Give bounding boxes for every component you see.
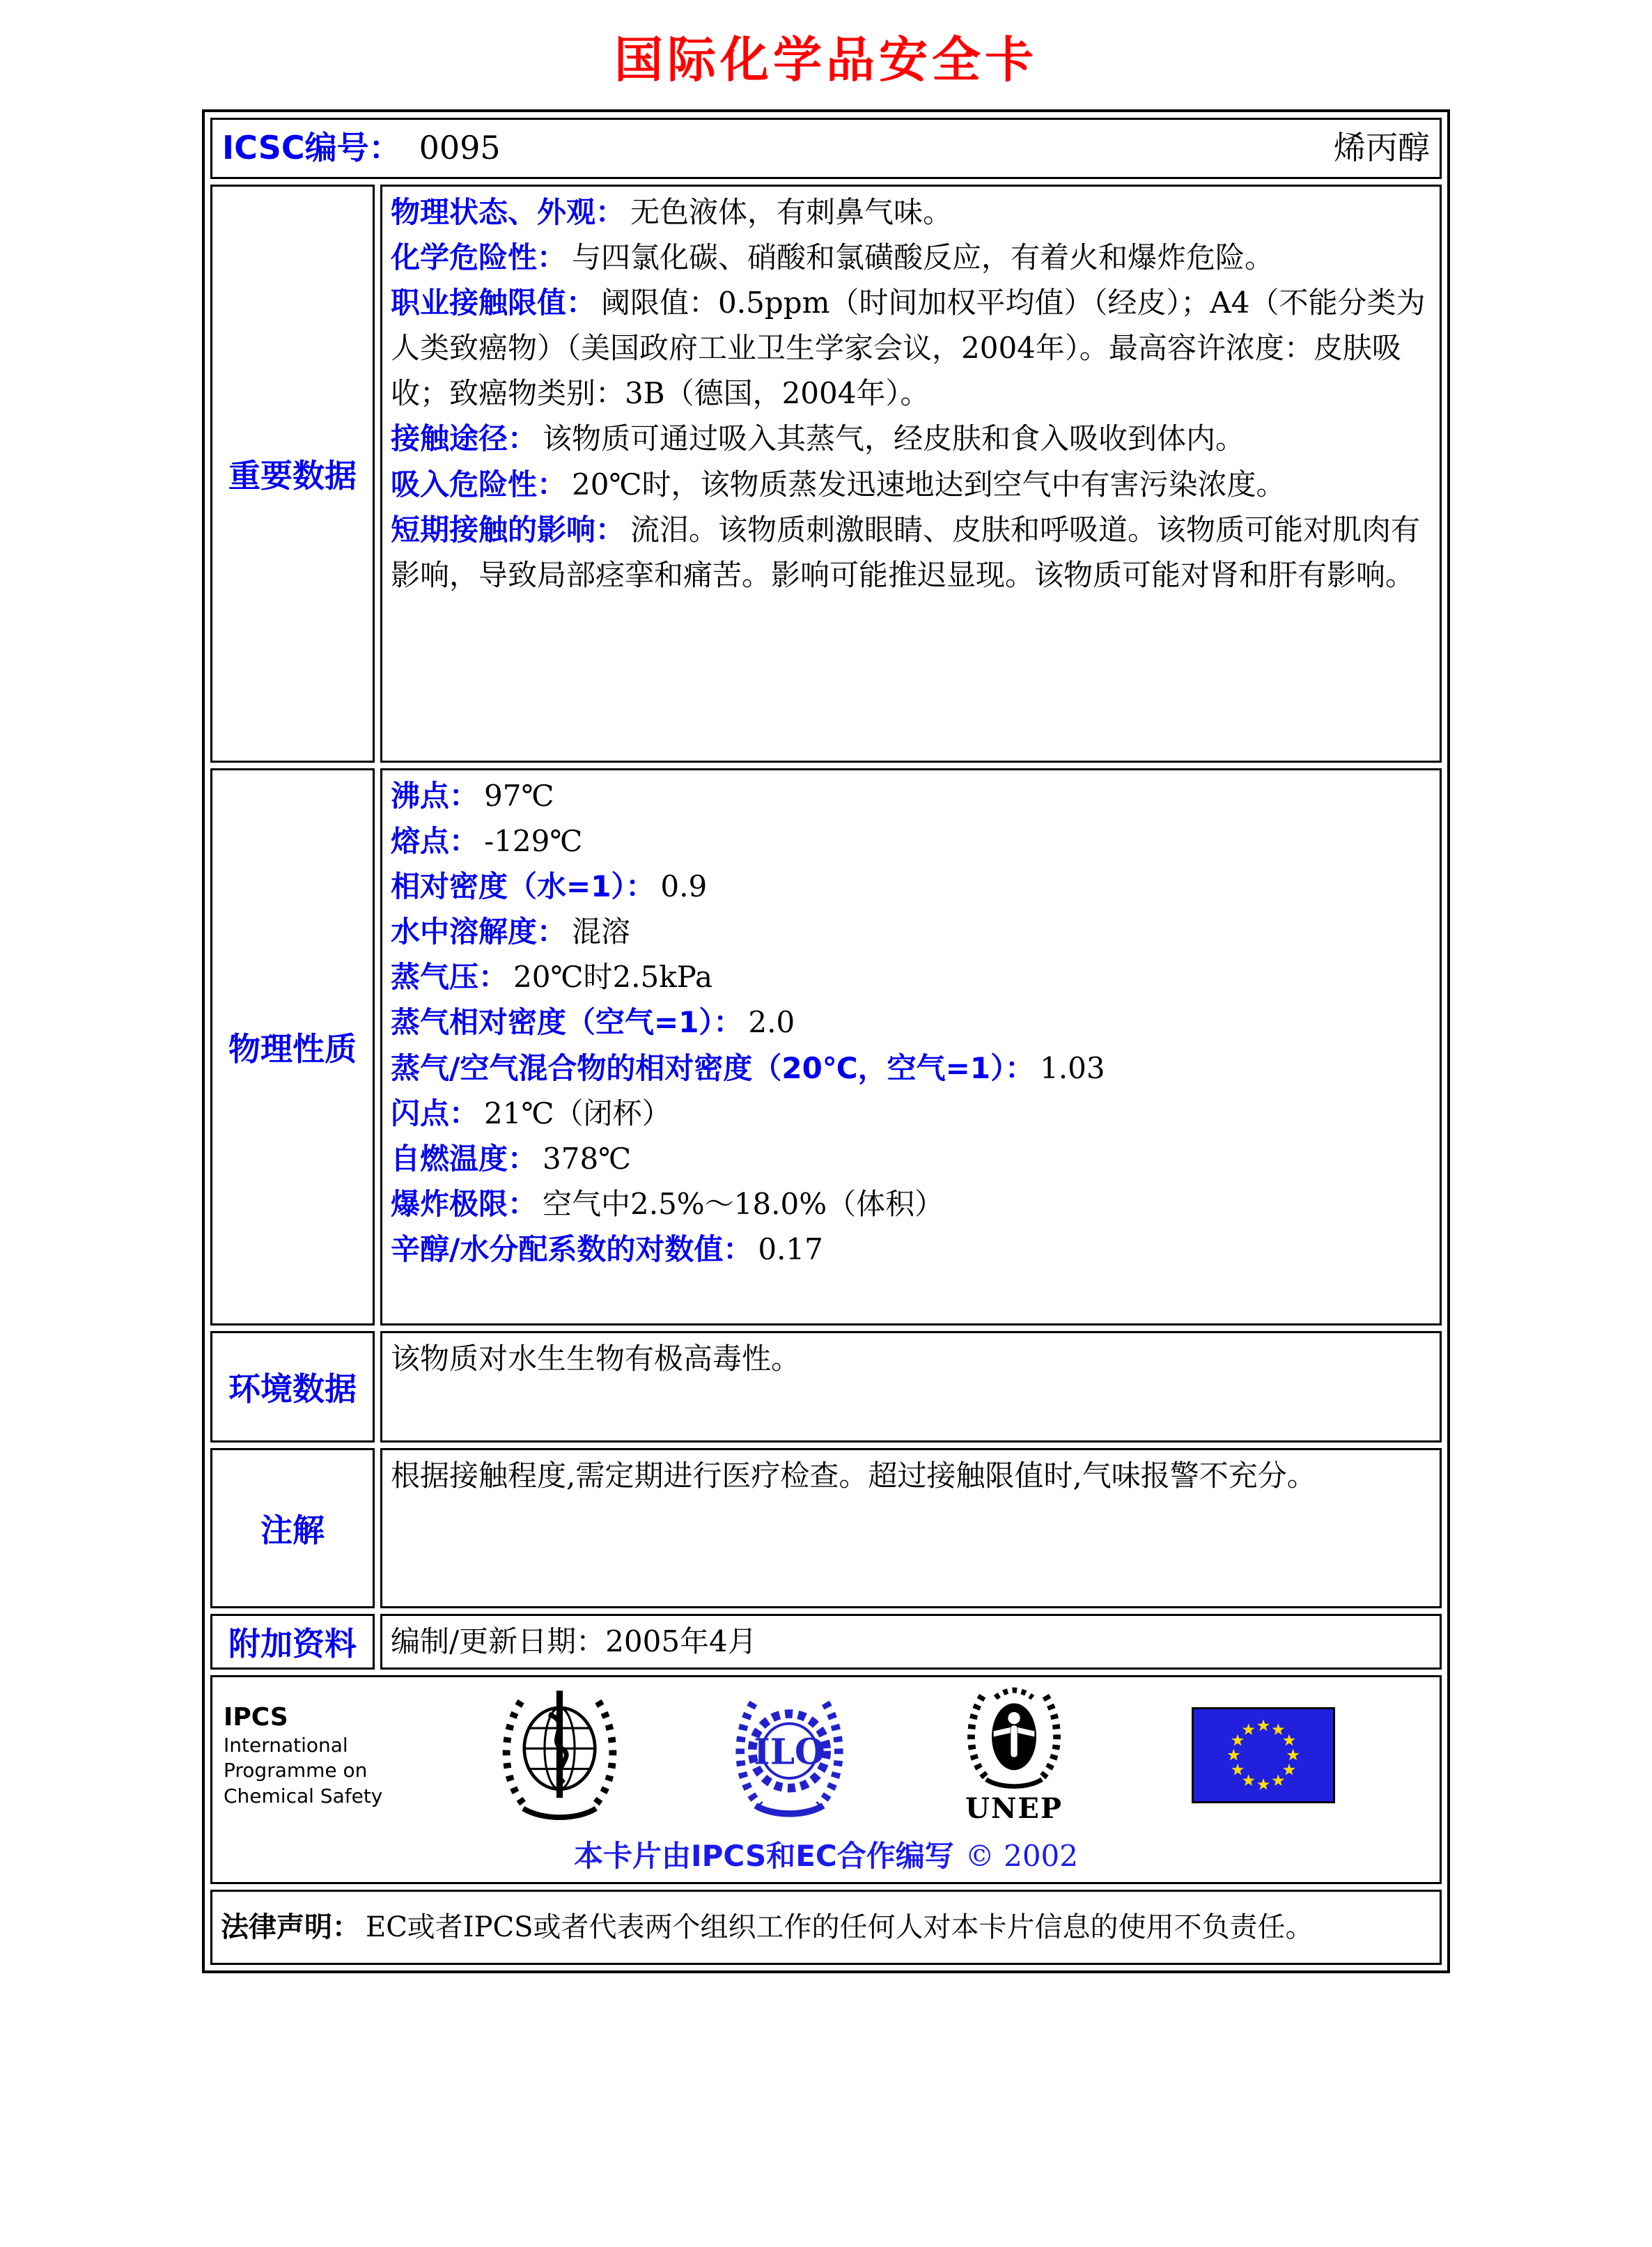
property-line: [391, 773, 1431, 818]
credit-line: [224, 1833, 1428, 1875]
notes-text: 根据接触程度,需定期进行医疗检查。超过接触限值时,气味报警不充分。: [391, 1459, 1316, 1493]
field-label: 爆炸极限：: [391, 1186, 538, 1221]
logos-row: [210, 1675, 1442, 1884]
property-line: [391, 1000, 1431, 1045]
credit-text: 本卡片由IPCS和EC合作编写: [573, 1839, 954, 1873]
field-value: 与四氯化碳、硝酸和氯磺酸反应，有着火和爆炸危险。: [572, 240, 1275, 275]
icsc-number-group: [222, 129, 501, 167]
field-label: 接触途径：: [391, 421, 538, 456]
property-line: [391, 1045, 1431, 1091]
field-value: 阈限值：0.5ppm（时间加权平均值）（经皮）；A4（不能分类为人类致癌物）（美国政府工业卫生学家会议，2004年）。最高容许浓度：皮肤吸收；致癌物类别：3B（德国，2004年）。: [391, 286, 1426, 411]
row-label-important-data: 重要数据: [210, 185, 375, 763]
property-line: [391, 818, 1431, 864]
property-line: [391, 1181, 1431, 1227]
row-label-environmental-data: 环境数据: [210, 1331, 375, 1443]
notes-content: [380, 1448, 1442, 1608]
field-label: 蒸气/空气混合物的相对密度（20℃，空气=1）：: [391, 1050, 1035, 1085]
field-label: 物理状态、外观：: [391, 195, 625, 229]
ipcs-line: International: [224, 1733, 348, 1757]
field-value: 空气中2.5%～18.0%（体积）: [543, 1186, 944, 1221]
property-line: [391, 1136, 1431, 1181]
chemical-name: 烯丙醇: [1334, 129, 1430, 167]
ilo-logo-icon: [728, 1690, 850, 1821]
property-line: [391, 864, 1431, 909]
important-entry: [391, 280, 1431, 416]
field-value: 1.03: [1040, 1050, 1105, 1085]
unep-logo-icon: [958, 1686, 1070, 1791]
additional-info-row: [210, 1614, 1442, 1670]
field-label: 熔点：: [391, 824, 479, 859]
page-title: 国际化学品安全卡: [614, 31, 1038, 88]
update-date-label: 编制/更新日期：: [391, 1624, 606, 1658]
field-value: 97℃: [484, 779, 554, 813]
field-label: 闪点：: [391, 1096, 479, 1130]
header-cell: [210, 118, 1442, 179]
ilo-logo-text: ILO: [754, 1731, 825, 1773]
field-label: 蒸气相对密度（空气=1）：: [391, 1005, 743, 1040]
field-value: 流泪。该物质刺激眼睛、皮肤和呼吸道。该物质可能对肌肉有影响，导致局部痉挛和痛苦。影响可能推迟显现。该物质可能对肾和肝有影响。: [391, 512, 1421, 592]
environmental-data-content: [380, 1331, 1442, 1443]
field-value: 混溶: [572, 915, 631, 949]
important-entry: [391, 189, 1431, 235]
additional-info-content: [380, 1614, 1442, 1670]
important-data-row: [210, 185, 1442, 763]
field-value: 0.17: [758, 1231, 823, 1266]
unep-logo: [958, 1686, 1070, 1825]
legal-cell: [210, 1890, 1442, 1965]
unep-caption: UNEP: [965, 1791, 1063, 1825]
field-label: 蒸气压：: [391, 960, 508, 995]
field-label: 化学危险性：: [391, 240, 567, 275]
legal-text: EC或者IPCS或者代表两个组织工作的任何人对本卡片信息的使用不负责任。: [366, 1911, 1314, 1943]
field-label: 沸点：: [391, 779, 479, 813]
property-line: [391, 1091, 1431, 1136]
row-label-additional-info: 附加资料: [210, 1614, 375, 1670]
legal-label: 法律声明：: [221, 1911, 360, 1943]
physical-properties-content: [380, 768, 1442, 1325]
ipcs-line: Programme on: [224, 1759, 368, 1782]
important-entry: [391, 416, 1431, 461]
legal-row: [210, 1890, 1442, 1965]
field-value: 21℃（闭杯）: [484, 1096, 671, 1130]
row-label-physical-properties: 物理性质: [210, 768, 375, 1325]
property-line: [391, 1227, 1431, 1272]
icsc-number-label: ICSC编号：: [222, 129, 401, 167]
important-entry: [391, 235, 1431, 280]
ipcs-line: Chemical Safety: [224, 1784, 383, 1807]
copyright: © 2002: [965, 1839, 1079, 1873]
important-entry: [391, 462, 1431, 507]
field-value: -129℃: [484, 824, 583, 859]
physical-properties-row: [210, 768, 1442, 1325]
field-value: 20℃时2.5kPa: [513, 960, 713, 995]
field-value: 2.0: [748, 1005, 795, 1040]
ipcs-acronym: IPCS: [224, 1702, 288, 1732]
field-value: 0.9: [660, 869, 708, 904]
icsc-number-value: 0095: [419, 129, 501, 167]
notes-row: [210, 1448, 1442, 1608]
field-value: 378℃: [543, 1141, 632, 1176]
field-label: 水中溶解度：: [391, 915, 567, 949]
important-data-content: [380, 185, 1442, 763]
logos-cell: [210, 1675, 1442, 1884]
eu-flag-icon: [1192, 1707, 1335, 1803]
environmental-data-row: [210, 1331, 1442, 1443]
field-value: 该物质可通过吸入其蒸气，经皮肤和食入吸收到体内。: [543, 421, 1245, 456]
field-label: 短期接触的影响：: [391, 512, 625, 547]
field-label: 辛醇/水分配系数的对数值：: [391, 1231, 753, 1266]
who-logo-icon: [495, 1684, 624, 1826]
update-date-value: 2005年4月: [605, 1624, 757, 1658]
important-entry: [391, 507, 1431, 598]
property-line: [391, 909, 1431, 954]
icsc-card-table: [202, 109, 1450, 1973]
row-label-notes: 注解: [210, 1448, 375, 1608]
field-label: 吸入危险性：: [391, 467, 567, 502]
property-line: [391, 954, 1431, 1000]
field-value: 无色液体，有刺鼻气味。: [630, 195, 953, 229]
field-label: 职业接触限值：: [391, 286, 596, 320]
field-label: 自燃温度：: [391, 1141, 538, 1176]
field-label: 相对密度（水=1）：: [391, 869, 655, 904]
header-row: [210, 118, 1442, 179]
ipcs-block: [224, 1702, 433, 1809]
field-value: 20℃时，该物质蒸发迅速地达到空气中有害污染浓度。: [572, 467, 1286, 502]
environmental-data-text: 该物质对水生生物有极高毒性。: [391, 1342, 801, 1376]
